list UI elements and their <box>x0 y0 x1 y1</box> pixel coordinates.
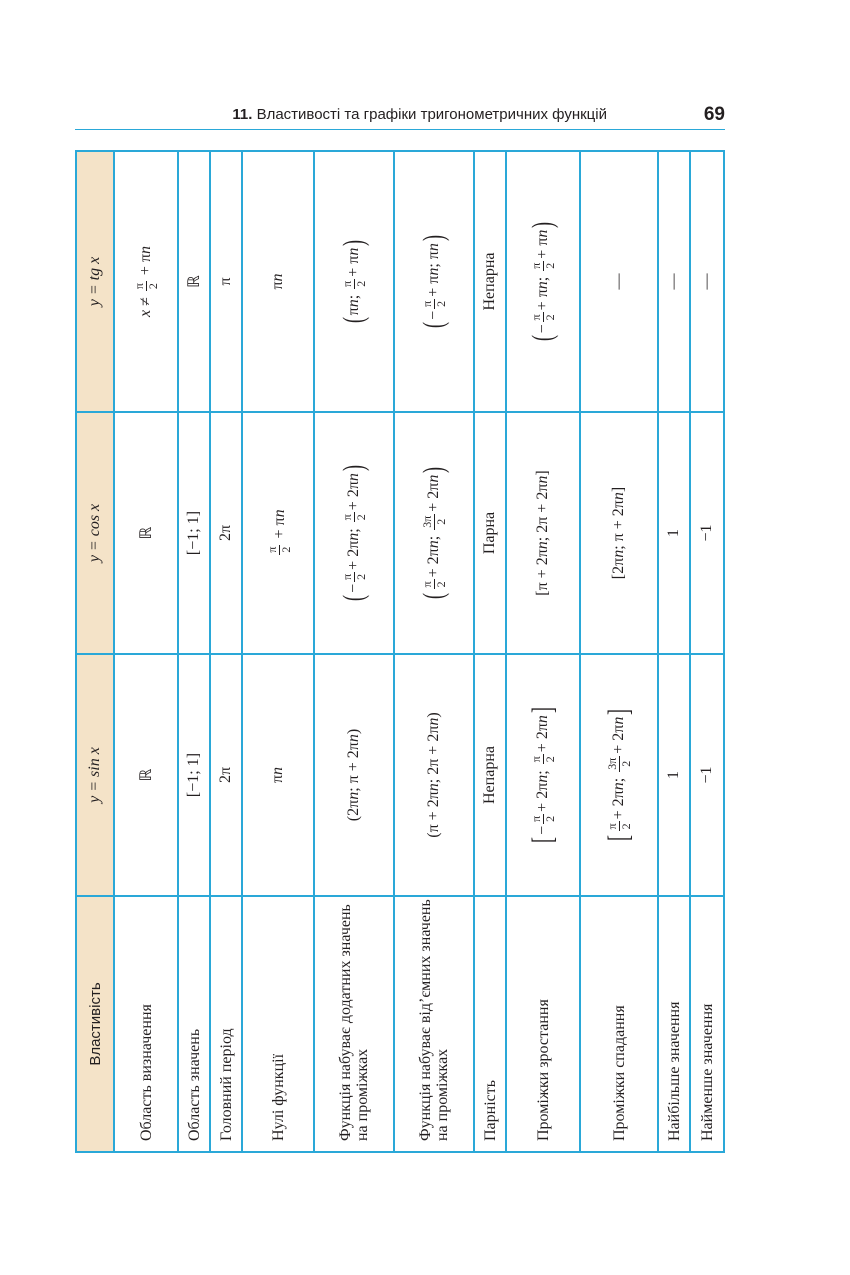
cell-sin: 2π <box>210 654 242 896</box>
row-label: Найменше значення <box>690 896 724 1152</box>
header-rule <box>75 129 725 130</box>
header-tg: y = tg x <box>76 151 114 412</box>
math-expression: π n <box>269 766 286 784</box>
math-expression: [ − π 2 + 2π n ; π 2 + 2π n ] <box>526 707 559 843</box>
cell-sin: Непарна <box>474 654 506 896</box>
row-label: Функція набуває від’ємних значень на проміжках <box>394 896 474 1152</box>
table-row <box>114 151 178 1152</box>
cell-sin <box>580 654 658 896</box>
math-expression: [π + 2π n ; 2π + 2π n ] <box>534 470 551 596</box>
table-row <box>178 151 210 1152</box>
cell-sin <box>394 654 474 896</box>
math-expression: x ≠ π 2 + π n <box>131 245 160 318</box>
cell-sin: ℝ <box>114 654 178 896</box>
math-expression: ( − π 2 + π n ; π 2 + π n ) <box>526 221 559 342</box>
row-label: Проміжки зростання <box>506 896 580 1152</box>
math-expression: ( − π 2 + 2π n ; π 2 + 2π n ) <box>337 465 370 601</box>
cell-cos <box>314 412 394 654</box>
section-heading <box>232 106 607 123</box>
math-expression: [2π n ; π + 2π n ] <box>610 486 627 580</box>
cell-tg: ℝ <box>178 151 210 412</box>
table-row <box>242 151 314 1152</box>
cell-tg <box>394 151 474 412</box>
cell-cos: ℝ <box>114 412 178 654</box>
cell-sin: 1 <box>658 654 690 896</box>
cell-sin <box>242 654 314 896</box>
cell-cos: Парна <box>474 412 506 654</box>
trig-properties-table <box>75 150 725 1153</box>
cell-tg: π <box>210 151 242 412</box>
math-expression: ( − π 2 + π n ; π n ) <box>417 235 450 328</box>
table-row <box>506 151 580 1152</box>
section-number: 11. <box>232 106 253 123</box>
cell-cos <box>394 412 474 654</box>
cell-cos: −1 <box>690 412 724 654</box>
cell-sin: [−1; 1] <box>178 654 210 896</box>
running-header <box>75 104 725 126</box>
cell-tg <box>114 151 178 412</box>
header-cos: y = cos x <box>76 412 114 654</box>
table-row <box>314 151 394 1152</box>
math-expression: π 2 + π n <box>265 509 293 553</box>
cell-tg <box>242 151 314 412</box>
cell-sin <box>314 654 394 896</box>
math-expression: π n <box>269 273 286 290</box>
cell-tg: Непарна <box>474 151 506 412</box>
cell-sin <box>506 654 580 896</box>
math-expression: (2π n ; π + 2π n ) <box>345 728 362 822</box>
table-row <box>210 151 242 1152</box>
table-row <box>658 151 690 1152</box>
section-title: Властивості та графіки тригонометричних функцій <box>256 106 607 123</box>
cell-tg <box>314 151 394 412</box>
row-label: Нулі функції <box>242 896 314 1152</box>
cell-tg: — <box>658 151 690 412</box>
header-sin: y = sin x <box>76 654 114 896</box>
math-expression: ( π 2 + 2π n ; 3π 2 + 2π n ) <box>417 466 450 600</box>
row-label: Область визначення <box>114 896 178 1152</box>
row-label: Область значень <box>178 896 210 1152</box>
table-row <box>580 151 658 1152</box>
table-row <box>394 151 474 1152</box>
cell-cos: [−1; 1] <box>178 412 210 654</box>
row-label: Проміжки спадання <box>580 896 658 1152</box>
header-property: Властивість <box>76 896 114 1152</box>
properties-table-container <box>75 152 723 1153</box>
cell-tg: — <box>580 151 658 412</box>
table-row <box>690 151 724 1152</box>
row-label: Функція набуває додатних значень на проміжках <box>314 896 394 1152</box>
cell-cos <box>242 412 314 654</box>
row-label: Найбільше значення <box>658 896 690 1152</box>
math-expression: (π + 2π n ; 2π + 2π n ) <box>425 712 442 838</box>
page-number: 69 <box>703 104 725 125</box>
table-row <box>474 151 506 1152</box>
cell-cos <box>506 412 580 654</box>
math-expression: [ π 2 + 2π n ; 3π 2 + 2π n ] <box>602 708 635 842</box>
cell-tg: — <box>690 151 724 412</box>
cell-cos <box>580 412 658 654</box>
math-expression: ( π n ; π 2 + π n ) <box>337 239 370 324</box>
cell-cos: 1 <box>658 412 690 654</box>
cell-cos: 2π <box>210 412 242 654</box>
row-label: Парність <box>474 896 506 1152</box>
table-header-row <box>76 151 114 1152</box>
cell-tg <box>506 151 580 412</box>
cell-sin: −1 <box>690 654 724 896</box>
row-label: Головний період <box>210 896 242 1152</box>
